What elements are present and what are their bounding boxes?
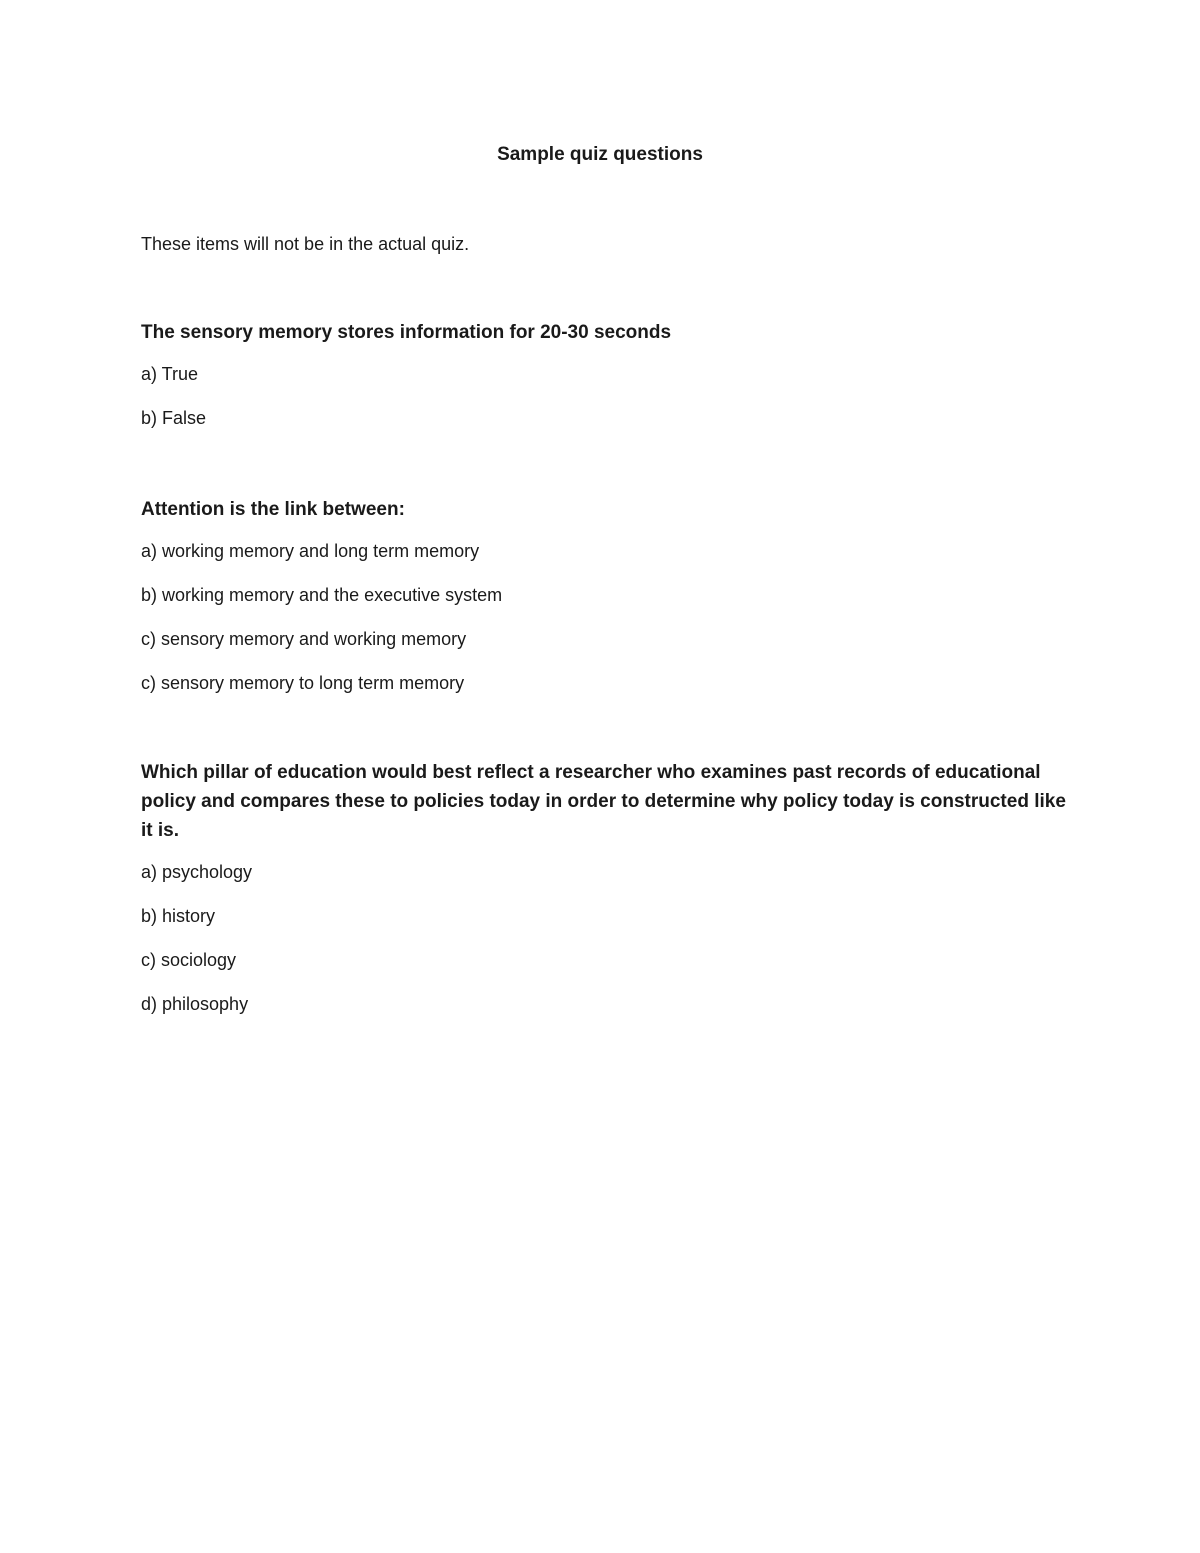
option-list [141, 859, 1071, 1017]
option-item: c) sensory memory to long term memory [141, 673, 465, 693]
question-3 [141, 758, 1071, 1035]
option-item: b) working memory and the executive system [141, 585, 503, 605]
question-2 [141, 495, 1071, 714]
option-item: a) True [141, 364, 199, 384]
question-text: Attention is the link between: [141, 499, 405, 520]
page-title: Sample quiz questions [497, 144, 703, 165]
option-item: b) False [141, 408, 207, 428]
option-item: a) working memory and long term memory [141, 541, 480, 561]
question-text: The sensory memory stores information for 20-30 seconds [141, 322, 672, 343]
intro-text: These items will not be in the actual quiz. [141, 234, 470, 254]
option-list [141, 538, 1071, 696]
question-1 [141, 318, 1071, 449]
option-item: c) sensory memory and working memory [141, 629, 467, 649]
option-item: c) sociology [141, 950, 237, 970]
option-item: b) history [141, 906, 216, 926]
option-item: d) philosophy [141, 994, 249, 1014]
option-list [141, 361, 1071, 431]
question-text: Which pillar of education would best reflect a researcher who examines past records of educational policy and compares these to policies today in order to determine why policy today is constructed like it is. [141, 762, 1066, 841]
option-item: a) psychology [141, 862, 253, 882]
